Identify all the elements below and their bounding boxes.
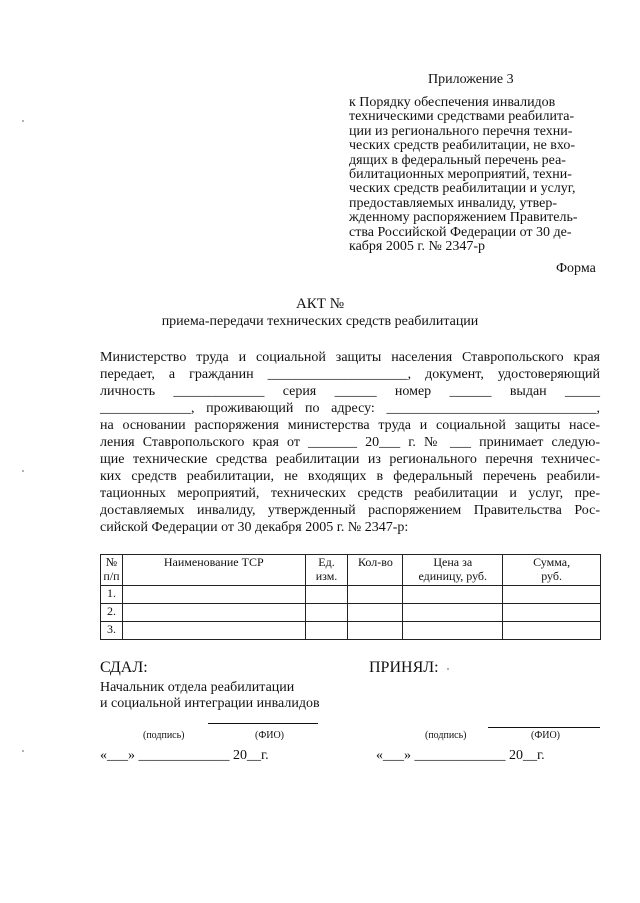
appendix-line: кабря 2005 г. № 2347-р [349,239,486,255]
appendix-line: ческих средств реабилитации, не вхо- [349,138,576,154]
handed-over-heading: СДАЛ: [100,659,148,676]
body-line-3: личность _____________ серия ______ номер ______ выдан _____ [100,384,600,399]
appendix-reference [349,96,599,254]
cell-price[interactable] [403,586,503,604]
tsr-table [100,554,601,640]
appendix-line: билитационных мероприятий, техни- [349,167,572,183]
appendix-line: жденному распоряжением Правитель- [349,210,578,226]
table-row [101,622,601,640]
cell-unit[interactable] [305,622,348,640]
handed-over-signature-label: (подпись) [143,730,185,741]
appendix-line: к Порядку обеспечения инвалидов [349,95,556,110]
cell-sum[interactable] [503,586,601,604]
accepted-date[interactable]: «___» _____________ 20__г. [376,748,545,763]
body-line-4: _____________, проживающий по адресу: ______________________________, [100,401,600,416]
accepted-name-label: (ФИО) [531,730,561,741]
body-line-1: Министерство труда и социальной защиты населения Ставропольского края [100,350,600,365]
body-line-6: ления Ставропольского края от _______ 20___ г. № ___ принимает следую- [100,435,600,450]
table-header-row [101,555,601,586]
header-sum: Сумма, руб. [503,555,601,586]
body-line-9: тационных мероприятий, технических средств реабилитации и услуг, пре- [100,486,600,501]
table-row [101,604,601,622]
handed-over-position-line-1: Начальник отдела реабилитации [100,680,295,695]
appendix-line: дящих в федеральный перечень реа- [349,152,566,168]
row-number: 2. [101,604,123,622]
body-line-7: щие технические средства реабилитации из регионального перечня техничес- [100,452,600,467]
cell-name[interactable] [122,586,305,604]
scan-speck [22,470,24,472]
body-line-5: на основании распоряжения министерства труда и социальной защиты насе- [100,418,600,433]
accepted-name-line[interactable] [488,727,600,728]
act-subtitle: приема-передачи технических средств реабилитации [161,314,479,329]
scan-speck [22,750,24,752]
appendix-line: ции из регионального перечня техни- [349,123,573,139]
cell-unit[interactable] [305,604,348,622]
cell-quantity[interactable] [348,622,403,640]
header-unit: Ед. изм. [305,555,348,586]
cell-quantity[interactable] [348,586,403,604]
row-number: 1. [101,586,123,604]
form-label: Форма [556,261,596,276]
body-line-8: ких средств реабилитации, не входящих в федеральный перечень реабили- [100,469,600,484]
appendix-title: Приложение 3 [428,72,514,87]
header-unit-price: Цена за единицу, руб. [403,555,503,586]
cell-unit[interactable] [305,586,348,604]
scan-speck [22,120,24,122]
appendix-line: ства Российской Федерации от 30 де- [349,224,572,240]
accepted-signature-label: (подпись) [425,730,467,741]
accepted-heading: ПРИНЯЛ: [369,659,439,676]
body-line-11: сийской Федерации от 30 декабря 2005 г. № 2347-р: [100,520,409,535]
appendix-line: ческих средств реабилитации и услуг, [349,181,576,197]
handed-over-name-label: (ФИО) [255,730,285,741]
handed-over-date[interactable]: «___» _____________ 20__г. [100,748,269,763]
appendix-line: предоставляемых инвалиду, утвер- [349,195,558,211]
cell-quantity[interactable] [348,604,403,622]
body-line-10: доставляемых инвалиду, утвержденный распоряжением Правительства Рос- [100,503,600,518]
cell-sum[interactable] [503,604,601,622]
handed-over-position-line-2: и социальной интеграции инвалидов [100,696,320,711]
table-row [101,586,601,604]
header-name: Наименование ТСР [122,555,305,586]
cell-name[interactable] [122,604,305,622]
header-number: № п/п [101,555,123,586]
scan-speck [447,668,449,670]
cell-price[interactable] [403,622,503,640]
row-number: 3. [101,622,123,640]
cell-price[interactable] [403,604,503,622]
body-line-2: передает, а гражданин ____________________, документ, удостоверяющий [100,367,600,382]
handed-over-name-line[interactable] [208,723,318,724]
cell-sum[interactable] [503,622,601,640]
cell-name[interactable] [122,622,305,640]
appendix-line: техническими средствами реабилита- [349,109,575,125]
act-title: АКТ № [295,296,345,312]
header-quantity: Кол-во [348,555,403,586]
